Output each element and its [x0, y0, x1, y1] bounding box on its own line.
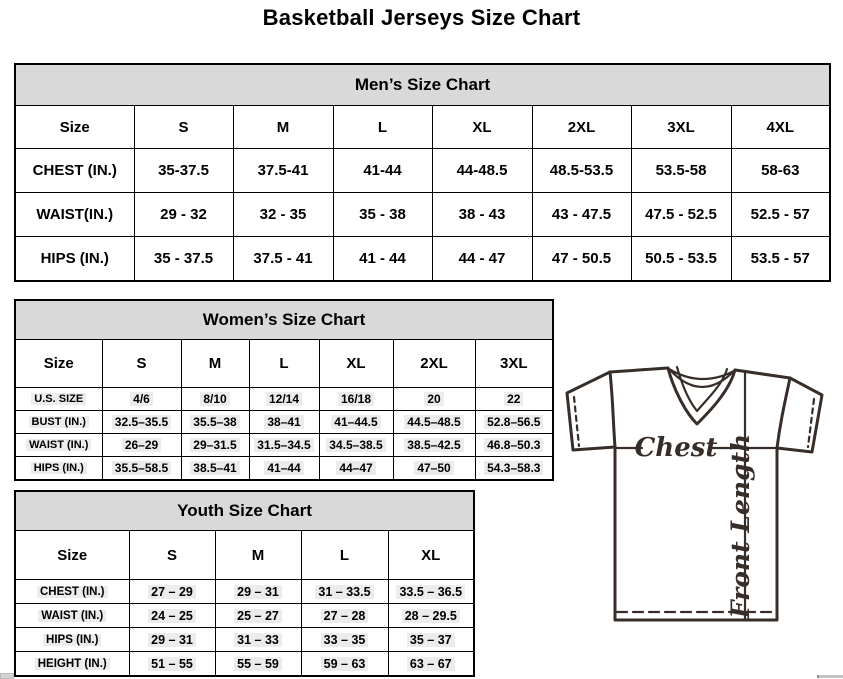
value: 27 – 29 — [148, 585, 196, 599]
table-band-row — [15, 491, 474, 531]
row-label-cell: HIPS (IN.) — [15, 237, 134, 282]
mens-size-table — [14, 63, 831, 282]
value-cell — [181, 388, 249, 411]
value: 12/14 — [266, 392, 302, 406]
value-cell — [249, 411, 319, 434]
value-cell: 53.5-58 — [631, 149, 731, 193]
jersey-collar-inner-v — [677, 367, 727, 411]
table-header-row — [15, 340, 553, 388]
mens-chart-title: Men’s Size Chart — [15, 64, 830, 106]
value: 16/18 — [338, 392, 374, 406]
value-cell: 41 - 44 — [333, 237, 432, 282]
value-cell: 48.5-53.5 — [532, 149, 631, 193]
col-header-cell: XL — [319, 340, 393, 388]
col-header-cell: XL — [388, 531, 474, 580]
value-cell — [215, 652, 301, 677]
value-cell — [319, 411, 393, 434]
value: 35 – 37 — [407, 633, 455, 647]
value-cell — [102, 434, 181, 457]
value-cell — [301, 628, 388, 652]
value: 29 – 31 — [234, 585, 282, 599]
row-label-cell — [15, 388, 102, 411]
col-header-cell: S — [134, 106, 233, 149]
value-cell — [215, 580, 301, 604]
value-cell: 41-44 — [333, 149, 432, 193]
table-row — [15, 434, 553, 457]
value-cell — [249, 457, 319, 481]
row-label: HEIGHT (IN.) — [35, 658, 110, 670]
value: 38.5–42.5 — [404, 438, 463, 452]
value-cell — [181, 434, 249, 457]
value-cell — [249, 388, 319, 411]
value-cell: 50.5 - 53.5 — [631, 237, 731, 282]
value-cell — [215, 628, 301, 652]
jersey-diagram — [556, 358, 843, 628]
horizontal-scrollbar-fragment[interactable] — [0, 673, 14, 679]
value: 47–50 — [414, 461, 453, 475]
value: 26–29 — [122, 438, 161, 452]
value-cell: 32 - 35 — [233, 193, 333, 237]
col-header-cell: 2XL — [532, 106, 631, 149]
youth-chart-title: Youth Size Chart — [15, 491, 474, 531]
row-label: U.S. SIZE — [31, 393, 86, 405]
value-cell: 58-63 — [731, 149, 830, 193]
col-header-cell: Size — [15, 340, 102, 388]
table-row — [15, 149, 830, 193]
row-label: WAIST (IN.) — [26, 439, 91, 451]
value-cell — [388, 628, 474, 652]
value: 25 – 27 — [234, 609, 282, 623]
col-header-cell: 3XL — [631, 106, 731, 149]
value-cell — [393, 434, 475, 457]
value: 29 – 31 — [148, 633, 196, 647]
row-label: CHEST (IN.) — [37, 586, 108, 598]
value: 31 – 33 — [234, 633, 282, 647]
value: 54.3–58.3 — [484, 461, 543, 475]
value-cell — [181, 457, 249, 481]
value: 46.8–50.3 — [484, 438, 543, 452]
value: 8/10 — [200, 392, 229, 406]
value-cell: 44-48.5 — [432, 149, 532, 193]
value: 44–47 — [336, 461, 375, 475]
value-cell: 35 - 37.5 — [134, 237, 233, 282]
value-cell — [102, 411, 181, 434]
table-row — [15, 193, 830, 237]
value-cell — [475, 388, 553, 411]
jersey-right-armhole-seam — [777, 378, 790, 448]
value-cell — [102, 457, 181, 481]
col-header-cell: L — [249, 340, 319, 388]
value-cell — [102, 388, 181, 411]
table-row — [15, 388, 553, 411]
value: 55 – 59 — [234, 657, 282, 671]
row-label-cell — [15, 434, 102, 457]
col-header-cell: L — [333, 106, 432, 149]
horizontal-scrollbar-track-fragment[interactable] — [817, 675, 843, 678]
table-row — [15, 580, 474, 604]
row-label: BUST (IN.) — [29, 416, 89, 428]
col-header-cell: M — [181, 340, 249, 388]
row-label-cell: WAIST(IN.) — [15, 193, 134, 237]
row-label-cell — [15, 580, 129, 604]
value-cell — [129, 580, 215, 604]
value-cell — [129, 628, 215, 652]
col-header-cell: XL — [432, 106, 532, 149]
value-cell: 37.5 - 41 — [233, 237, 333, 282]
value: 33.5 – 36.5 — [396, 585, 465, 599]
row-label-cell — [15, 628, 129, 652]
value: 24 – 25 — [148, 609, 196, 623]
table-row — [15, 628, 474, 652]
value-cell: 53.5 - 57 — [731, 237, 830, 282]
value-cell — [475, 457, 553, 481]
value: 32.5–35.5 — [112, 415, 171, 429]
page-title: Basketball Jerseys Size Chart — [262, 5, 581, 30]
value-cell — [301, 580, 388, 604]
value-cell: 52.5 - 57 — [731, 193, 830, 237]
table-header-row — [15, 531, 474, 580]
value-cell — [215, 604, 301, 628]
value: 4/6 — [130, 392, 153, 406]
value-cell: 35-37.5 — [134, 149, 233, 193]
value-cell — [475, 411, 553, 434]
value-cell — [301, 652, 388, 677]
value-cell — [249, 434, 319, 457]
value-cell — [181, 411, 249, 434]
value-cell — [301, 604, 388, 628]
jersey-left-sleeve — [567, 372, 615, 450]
value: 31.5–34.5 — [254, 438, 313, 452]
horizontal-scrollbar-thumb-edge[interactable] — [817, 675, 819, 678]
jersey-left-cuff-stitch — [574, 397, 579, 446]
value: 33 – 35 — [321, 633, 369, 647]
value-cell — [388, 580, 474, 604]
table-row — [15, 652, 474, 677]
value-cell: 38 - 43 — [432, 193, 532, 237]
value-cell — [319, 457, 393, 481]
value-cell — [129, 604, 215, 628]
row-label: WAIST (IN.) — [38, 610, 106, 622]
col-header-cell: L — [301, 531, 388, 580]
value-cell: 29 - 32 — [134, 193, 233, 237]
value-cell — [475, 434, 553, 457]
col-header-cell: 4XL — [731, 106, 830, 149]
value: 22 — [504, 392, 523, 406]
table-band-row — [15, 300, 553, 340]
jersey-shoulder-line — [610, 368, 790, 378]
value-cell — [388, 604, 474, 628]
value: 27 – 28 — [321, 609, 369, 623]
row-label-cell — [15, 457, 102, 481]
value: 44.5–48.5 — [404, 415, 463, 429]
value: 34.5–38.5 — [326, 438, 385, 452]
value: 35.5–58.5 — [112, 461, 171, 475]
value-cell — [319, 388, 393, 411]
value-cell: 47 - 50.5 — [532, 237, 631, 282]
value: 59 – 63 — [321, 657, 369, 671]
value-cell: 47.5 - 52.5 — [631, 193, 731, 237]
womens-chart-title: Women’s Size Chart — [15, 300, 553, 340]
table-row — [15, 411, 553, 434]
chest-measure-label: Chest — [634, 433, 718, 463]
value-cell: 35 - 38 — [333, 193, 432, 237]
value: 35.5–38 — [190, 415, 239, 429]
value: 29–31.5 — [190, 438, 239, 452]
row-label: HIPS (IN.) — [31, 462, 87, 474]
col-header-cell: M — [233, 106, 333, 149]
table-row — [15, 457, 553, 481]
row-label-cell: CHEST (IN.) — [15, 149, 134, 193]
row-label-cell — [15, 604, 129, 628]
row-label-cell — [15, 652, 129, 677]
value: 51 – 55 — [148, 657, 196, 671]
value: 63 – 67 — [407, 657, 455, 671]
col-header-cell: S — [129, 531, 215, 580]
table-row — [15, 237, 830, 282]
value-cell — [388, 652, 474, 677]
row-label: HIPS (IN.) — [43, 634, 101, 646]
table-band-row — [15, 64, 830, 106]
value: 28 – 29.5 — [402, 609, 460, 623]
value-cell: 37.5-41 — [233, 149, 333, 193]
value-cell — [393, 411, 475, 434]
col-header-cell: S — [102, 340, 181, 388]
value: 20 — [424, 392, 443, 406]
youth-size-table — [14, 490, 475, 677]
value: 52.8–56.5 — [484, 415, 543, 429]
col-header-cell: 2XL — [393, 340, 475, 388]
front-length-measure-label: Front Length — [726, 433, 755, 619]
value-cell — [319, 434, 393, 457]
row-label-cell — [15, 411, 102, 434]
col-header-cell: Size — [15, 531, 129, 580]
value-cell — [129, 652, 215, 677]
value-cell — [393, 457, 475, 481]
value: 41–44 — [264, 461, 303, 475]
value-cell — [393, 388, 475, 411]
col-header-cell: M — [215, 531, 301, 580]
value: 38–41 — [264, 415, 303, 429]
col-header-cell: Size — [15, 106, 134, 149]
value-cell: 43 - 47.5 — [532, 193, 631, 237]
jersey-left-armhole-seam — [610, 372, 615, 447]
value-cell: 44 - 47 — [432, 237, 532, 282]
womens-size-table — [14, 299, 554, 481]
value: 31 – 33.5 — [315, 585, 373, 599]
value: 41–44.5 — [331, 415, 380, 429]
table-header-row — [15, 106, 830, 149]
table-row — [15, 604, 474, 628]
col-header-cell: 3XL — [475, 340, 553, 388]
value: 38.5–41 — [190, 461, 239, 475]
